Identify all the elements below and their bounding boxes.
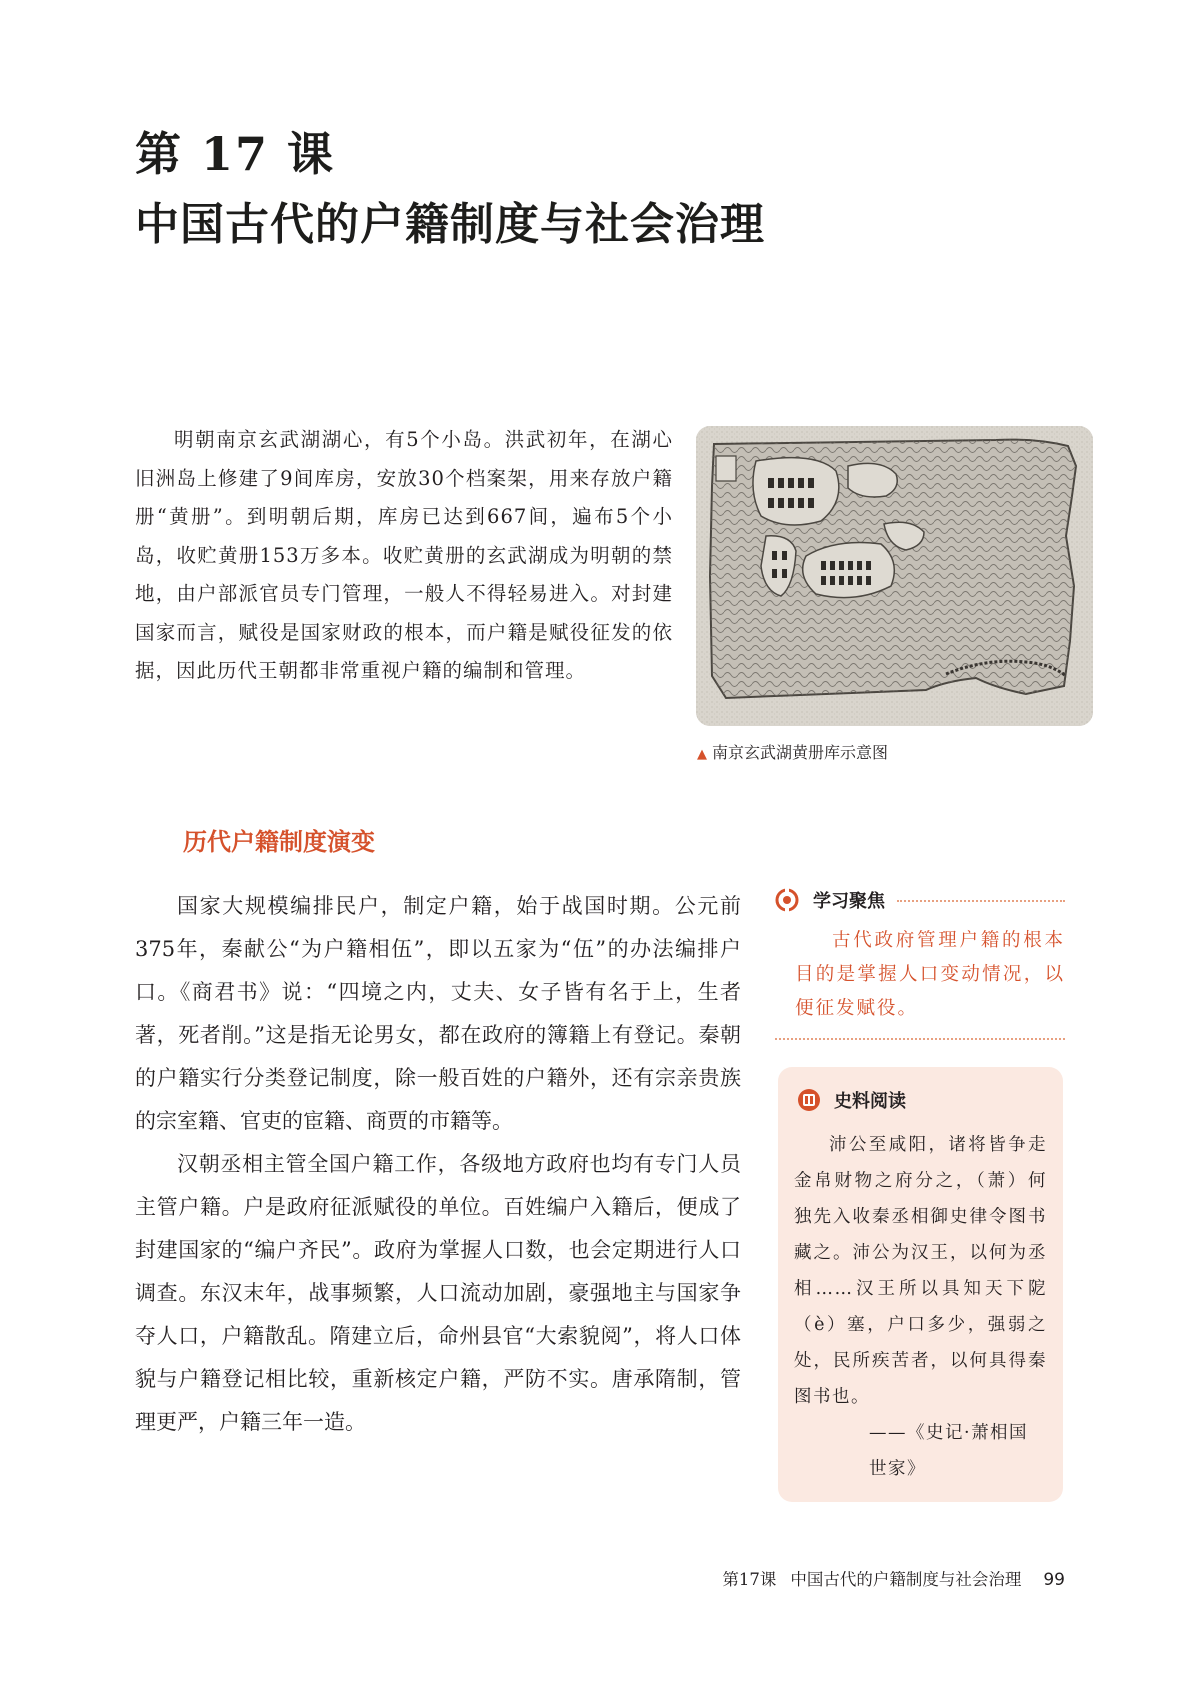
focus-text: 古代政府管理户籍的根本目的是掌握人口变动情况，以便征发赋役。 [775, 924, 1065, 1040]
source-citation: ——《史记·萧相国世家》 [869, 1423, 1029, 1479]
body-paragraph: 国家大规模编排民户，制定户籍，始于战国时期。公元前375年，秦献公“为户籍相伍”，即以五家为“伍”的办法编排户口。《商君书》说：“四境之内，丈夫、女子皆有名于上，生者著，死者削。”这是指无论男女，都在政府的簿籍上有登记。秦朝的户籍实行分类登记制度，除一般百姓的户籍外，还有宗亲贵族的宗室籍、官吏的宦籍、商贾的市籍等。 [135, 894, 741, 1133]
xuanwu-lake-map-image [696, 426, 1093, 726]
caption-triangle-icon: ▲ [697, 747, 707, 762]
page-number: 99 [1043, 1570, 1065, 1590]
learning-focus-box [775, 886, 1065, 1040]
lesson-title: 中国古代的户籍制度与社会治理 [135, 199, 765, 250]
section-body [135, 885, 741, 1444]
source-reading-box [778, 1067, 1063, 1502]
dotted-divider [897, 900, 1065, 902]
caption-text: 南京玄武湖黄册库示意图 [712, 743, 889, 762]
intro-paragraph: 明朝南京玄武湖湖心，有5个小岛。洪武初年，在湖心旧洲岛上修建了9间库房，安放30个档案架，用来存放户籍册“黄册”。到明朝后期，库房已达到667间，遍布5个小岛，收贮黄册153万多本。收贮黄册的玄武湖成为明朝的禁地，由户部派官员专门管理，一般人不得轻易进入。对封建国家而言，赋役是国家财政的根本，而户籍是赋役征发的依据，因此历代王朝都非常重视户籍的编制和管理。 [135, 428, 673, 682]
book-icon [798, 1089, 820, 1111]
figure-caption [697, 740, 888, 763]
focus-target-icon [775, 888, 799, 912]
footer-title: 中国古代的户籍制度与社会治理 [790, 1570, 1022, 1589]
body-paragraph: 汉朝丞相主管全国户籍工作，各级地方政府也均有专门人员主管户籍。户是政府征派赋役的单位。百姓编户入籍后，便成了封建国家的“编户齐民”。政府为掌握人口数，也会定期进行人口调查。东汉末年，战事频繁，人口流动加剧，豪强地主与国家争夺人口，户籍散乱。隋建立后，命州县官“大索貌阅”，将人口体貌与户籍登记相比较，重新核定户籍，严防不实。唐承隋制，管理更严，户籍三年一造。 [135, 1152, 741, 1434]
footer-lesson: 第17课 [722, 1570, 777, 1589]
source-label: 史料阅读 [834, 1091, 906, 1112]
lesson-number: 第 17 课 [135, 127, 336, 181]
section-heading: 历代户籍制度演变 [183, 828, 375, 856]
source-quote: 沛公至咸阳，诸将皆争走金帛财物之府分之，（萧）何独先入收秦丞相御史律令图书藏之。沛公为汉王，以何为丞相……汉王所以具知天下阸（è）塞，户口多少，强弱之处，民所疾苦者，以何具得秦图书也。 [794, 1135, 1047, 1407]
page-footer [722, 1566, 1065, 1590]
intro-section [135, 421, 673, 691]
focus-label: 学习聚焦 [813, 891, 885, 912]
